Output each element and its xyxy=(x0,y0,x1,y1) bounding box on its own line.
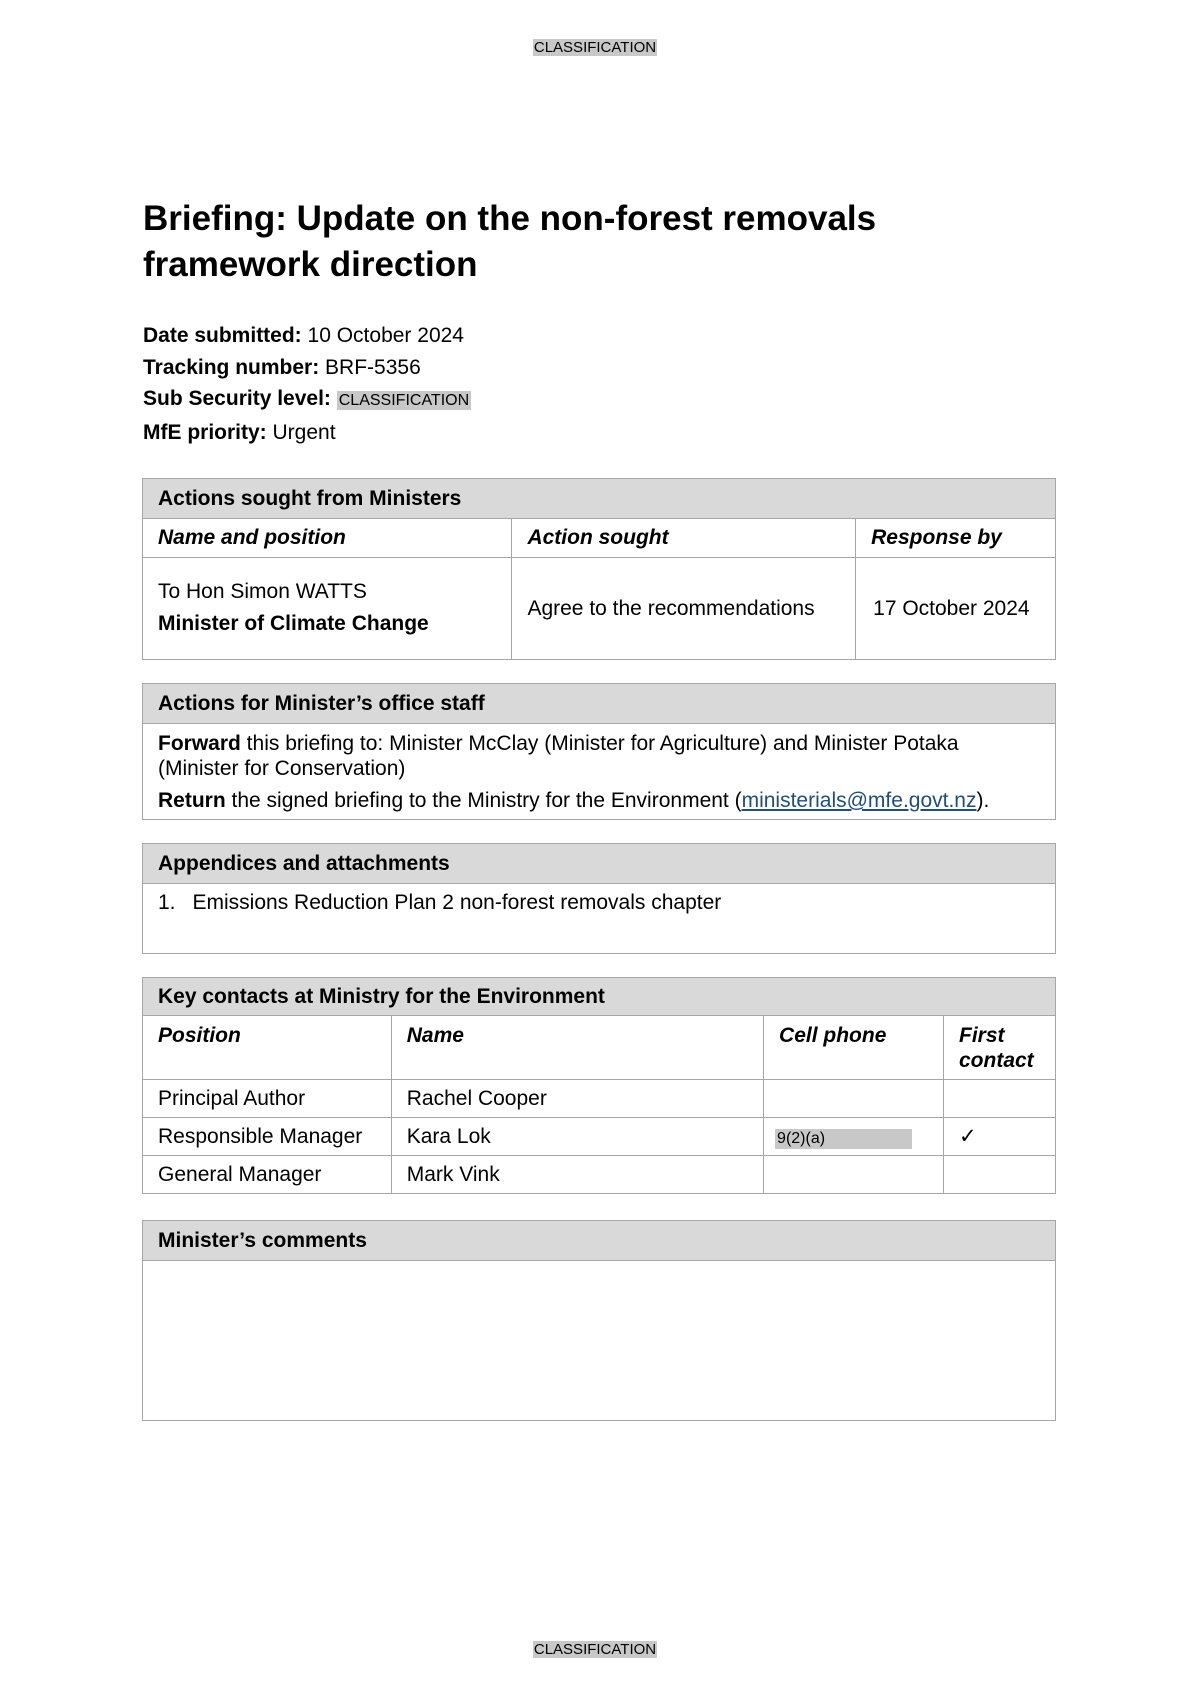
key-contacts-heading: Key contacts at Ministry for the Environment xyxy=(143,978,1056,1016)
actions-ministers-heading: Actions sought from Ministers xyxy=(143,479,1056,519)
briefing-metadata xyxy=(143,320,471,448)
column-header: Name and position xyxy=(143,519,512,558)
actions-ministers-table xyxy=(142,478,1056,660)
table-row xyxy=(143,1080,1056,1118)
check-icon: ✓ xyxy=(959,1125,977,1148)
column-header: Position xyxy=(143,1016,392,1080)
name-cell: Rachel Cooper xyxy=(391,1080,763,1118)
date-submitted-row: Date submitted: 10 October 2024 xyxy=(143,324,464,347)
table-row xyxy=(143,1118,1056,1156)
redacted-phone: 9(2)(a) xyxy=(775,1129,912,1149)
priority-row: MfE priority: Urgent xyxy=(143,420,336,444)
column-header: First contact xyxy=(944,1016,1056,1080)
phone-cell xyxy=(764,1156,944,1194)
ministerials-email-link[interactable]: ministerials@mfe.govt.nz xyxy=(741,789,977,812)
name-cell: Kara Lok xyxy=(391,1118,763,1156)
first-contact-cell xyxy=(944,1156,1056,1194)
column-header: Name xyxy=(391,1016,763,1080)
key-contacts-table xyxy=(142,977,1056,1194)
minister-comments-heading: Minister’s comments xyxy=(143,1221,1056,1261)
response-by-cell: 17 October 2024 xyxy=(856,558,1056,660)
security-level-row: Sub Security level: CLASSIFICATION xyxy=(143,387,470,410)
appendix-item: 1. Emissions Reduction Plan 2 non-forest removals chapter xyxy=(143,884,1056,954)
column-header: Response by xyxy=(856,519,1056,558)
appendices-table xyxy=(142,843,1056,954)
office-staff-table xyxy=(142,683,1056,820)
office-staff-instructions: Forward this briefing to: Minister McClay (Minister for Agriculture) and Minister Potaka (Minister for Conservation) Return the signed briefing to the Ministry for the Environment (ministerials@mfe.govt.nz). xyxy=(143,724,1056,820)
minister-comments-area[interactable] xyxy=(143,1261,1056,1421)
minister-comments-table xyxy=(142,1220,1056,1421)
classification-header: CLASSIFICATION xyxy=(533,39,657,56)
first-contact-cell xyxy=(944,1080,1056,1118)
classification-footer: CLASSIFICATION xyxy=(533,1641,657,1658)
column-header: Cell phone xyxy=(764,1016,944,1080)
position-cell: Responsible Manager xyxy=(143,1118,392,1156)
tracking-number-row: Tracking number: BRF-5356 xyxy=(143,355,421,379)
column-header: Action sought xyxy=(512,519,856,558)
appendices-heading: Appendices and attachments xyxy=(143,844,1056,884)
minister-name-cell: To Hon Simon WATTS Minister of Climate Change xyxy=(143,558,512,660)
position-cell: General Manager xyxy=(143,1156,392,1194)
position-cell: Principal Author xyxy=(143,1080,392,1118)
page-title: Briefing: Update on the non-forest removals framework direction xyxy=(143,199,877,284)
phone-cell xyxy=(764,1080,944,1118)
security-badge: CLASSIFICATION xyxy=(338,392,470,409)
phone-cell xyxy=(764,1118,944,1156)
action-sought-cell: Agree to the recommendations xyxy=(512,558,856,660)
first-contact-cell xyxy=(944,1118,1056,1156)
table-row xyxy=(143,1156,1056,1194)
name-cell: Mark Vink xyxy=(391,1156,763,1194)
office-staff-heading: Actions for Minister’s office staff xyxy=(143,684,1056,724)
